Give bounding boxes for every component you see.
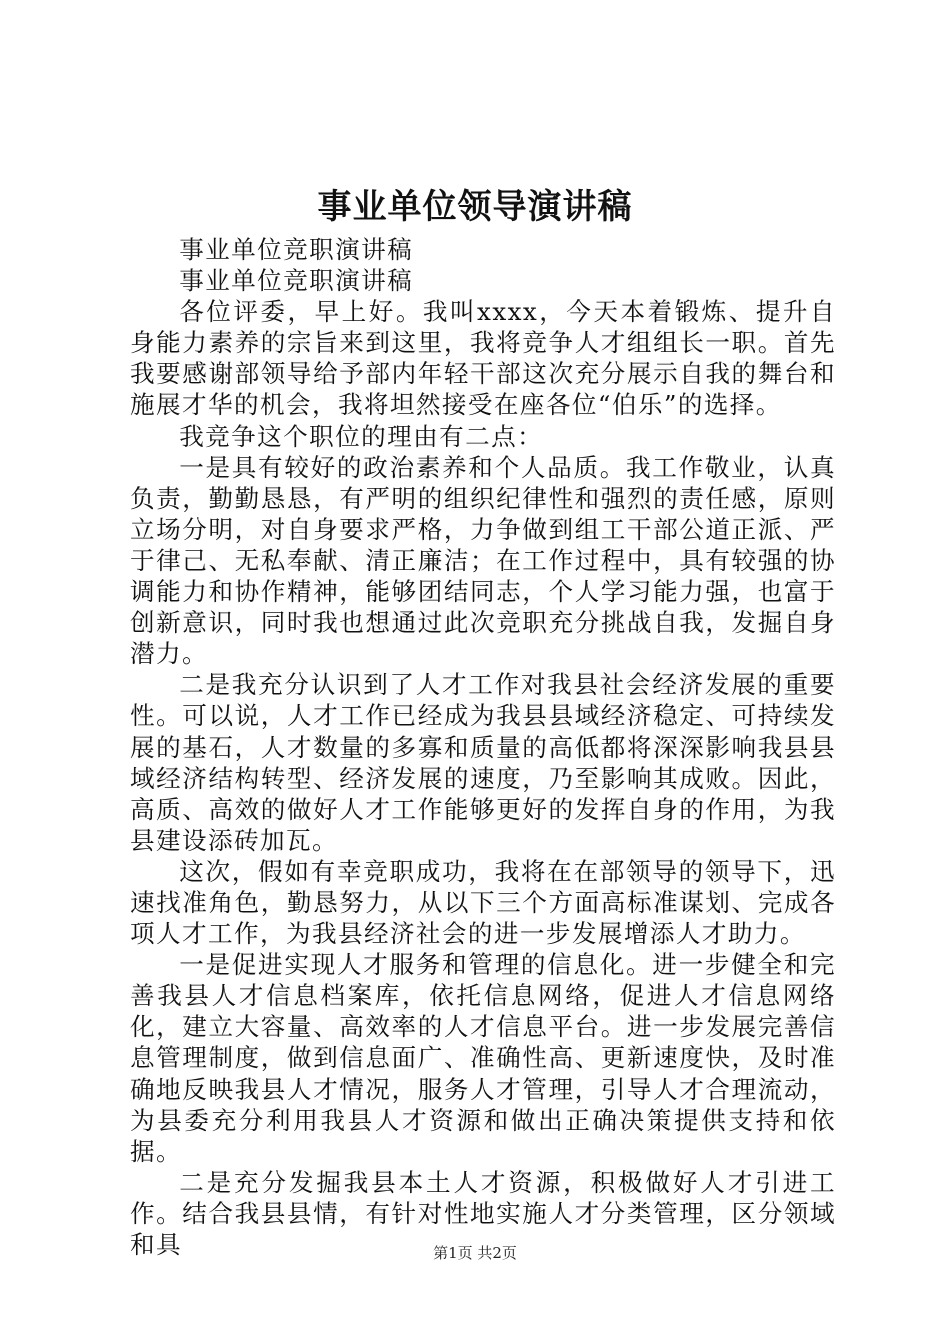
paragraph: 事业单位竞职演讲稿 — [179, 235, 414, 264]
paragraph: 二是充分发掘我县本土人才资源，积极做好人才引进工作。结合我县县情，有针对性地实施人才分类管理，区分领域和具 — [130, 1167, 836, 1259]
paragraph: 二是我充分认识到了人才工作对我县社会经济发展的重要性。可以说，人才工作已经成为我县县域经济稳定、可持续发展的基石，人才数量的多寡和质量的高低都将深深影响我县县域经济结构转型、经济发展的速度，乃至影响其成败。因此，高质、高效的做好人才工作能够更好的发挥自身的作用，为我县建设添砖加瓦。 — [130, 670, 836, 855]
paragraph: 一是促进实现人才服务和管理的信息化。进一步健全和完善我县人才信息档案库，依托信息网络，促进人才信息网络化，建立大容量、高效率的人才信息平台。进一步发展完善信息管理制度，做到信息面广、准确性高、更新速度快，及时准确地反映我县人才情况，服务人才管理，引导人才合理流动，为县委充分利用我县人才资源和做出正确决策提供支持和依据。 — [130, 950, 836, 1166]
paragraph: 这次，假如有幸竞职成功，我将在在部领导的领导下，迅速找准角色，勤恳努力，从以下三个方面高标准谋划、完成各项人才工作，为我县经济社会的进一步发展增添人才助力。 — [130, 856, 836, 949]
page-number: 第1页 共2页 — [433, 1244, 517, 1262]
paragraph: 各位评委，早上好。我叫xxxx，今天本着锻炼、提升自身能力素养的宗旨来到这里，我将竞争人才组组长一职。首先我要感谢部领导给予部内年轻干部这次充分展示自我的舞台和施展才华的机会，我将坦然接受在座各位“伯乐”的选择。 — [130, 297, 836, 420]
document-title: 事业单位领导演讲稿 — [317, 187, 633, 227]
paragraph: 一是具有较好的政治素养和个人品质。我工作敬业，认真负责，勤勤恳恳，有严明的组织纪律性和强烈的责任感，原则立场分明，对自身要求严格，力争做到组工干部公道正派、严于律己、无私奉献、清正廉洁；在工作过程中，具有较强的协调能力和协作精神，能够团结同志，个人学习能力强，也富于创新意识，同时我也想通过此次竞职充分挑战自我，发掘自身潜力。 — [130, 452, 836, 669]
document-body — [130, 234, 836, 1260]
paragraph: 事业单位竞职演讲稿 — [179, 266, 414, 296]
paragraph: 我竞争这个职位的理由有二点： — [179, 421, 544, 451]
